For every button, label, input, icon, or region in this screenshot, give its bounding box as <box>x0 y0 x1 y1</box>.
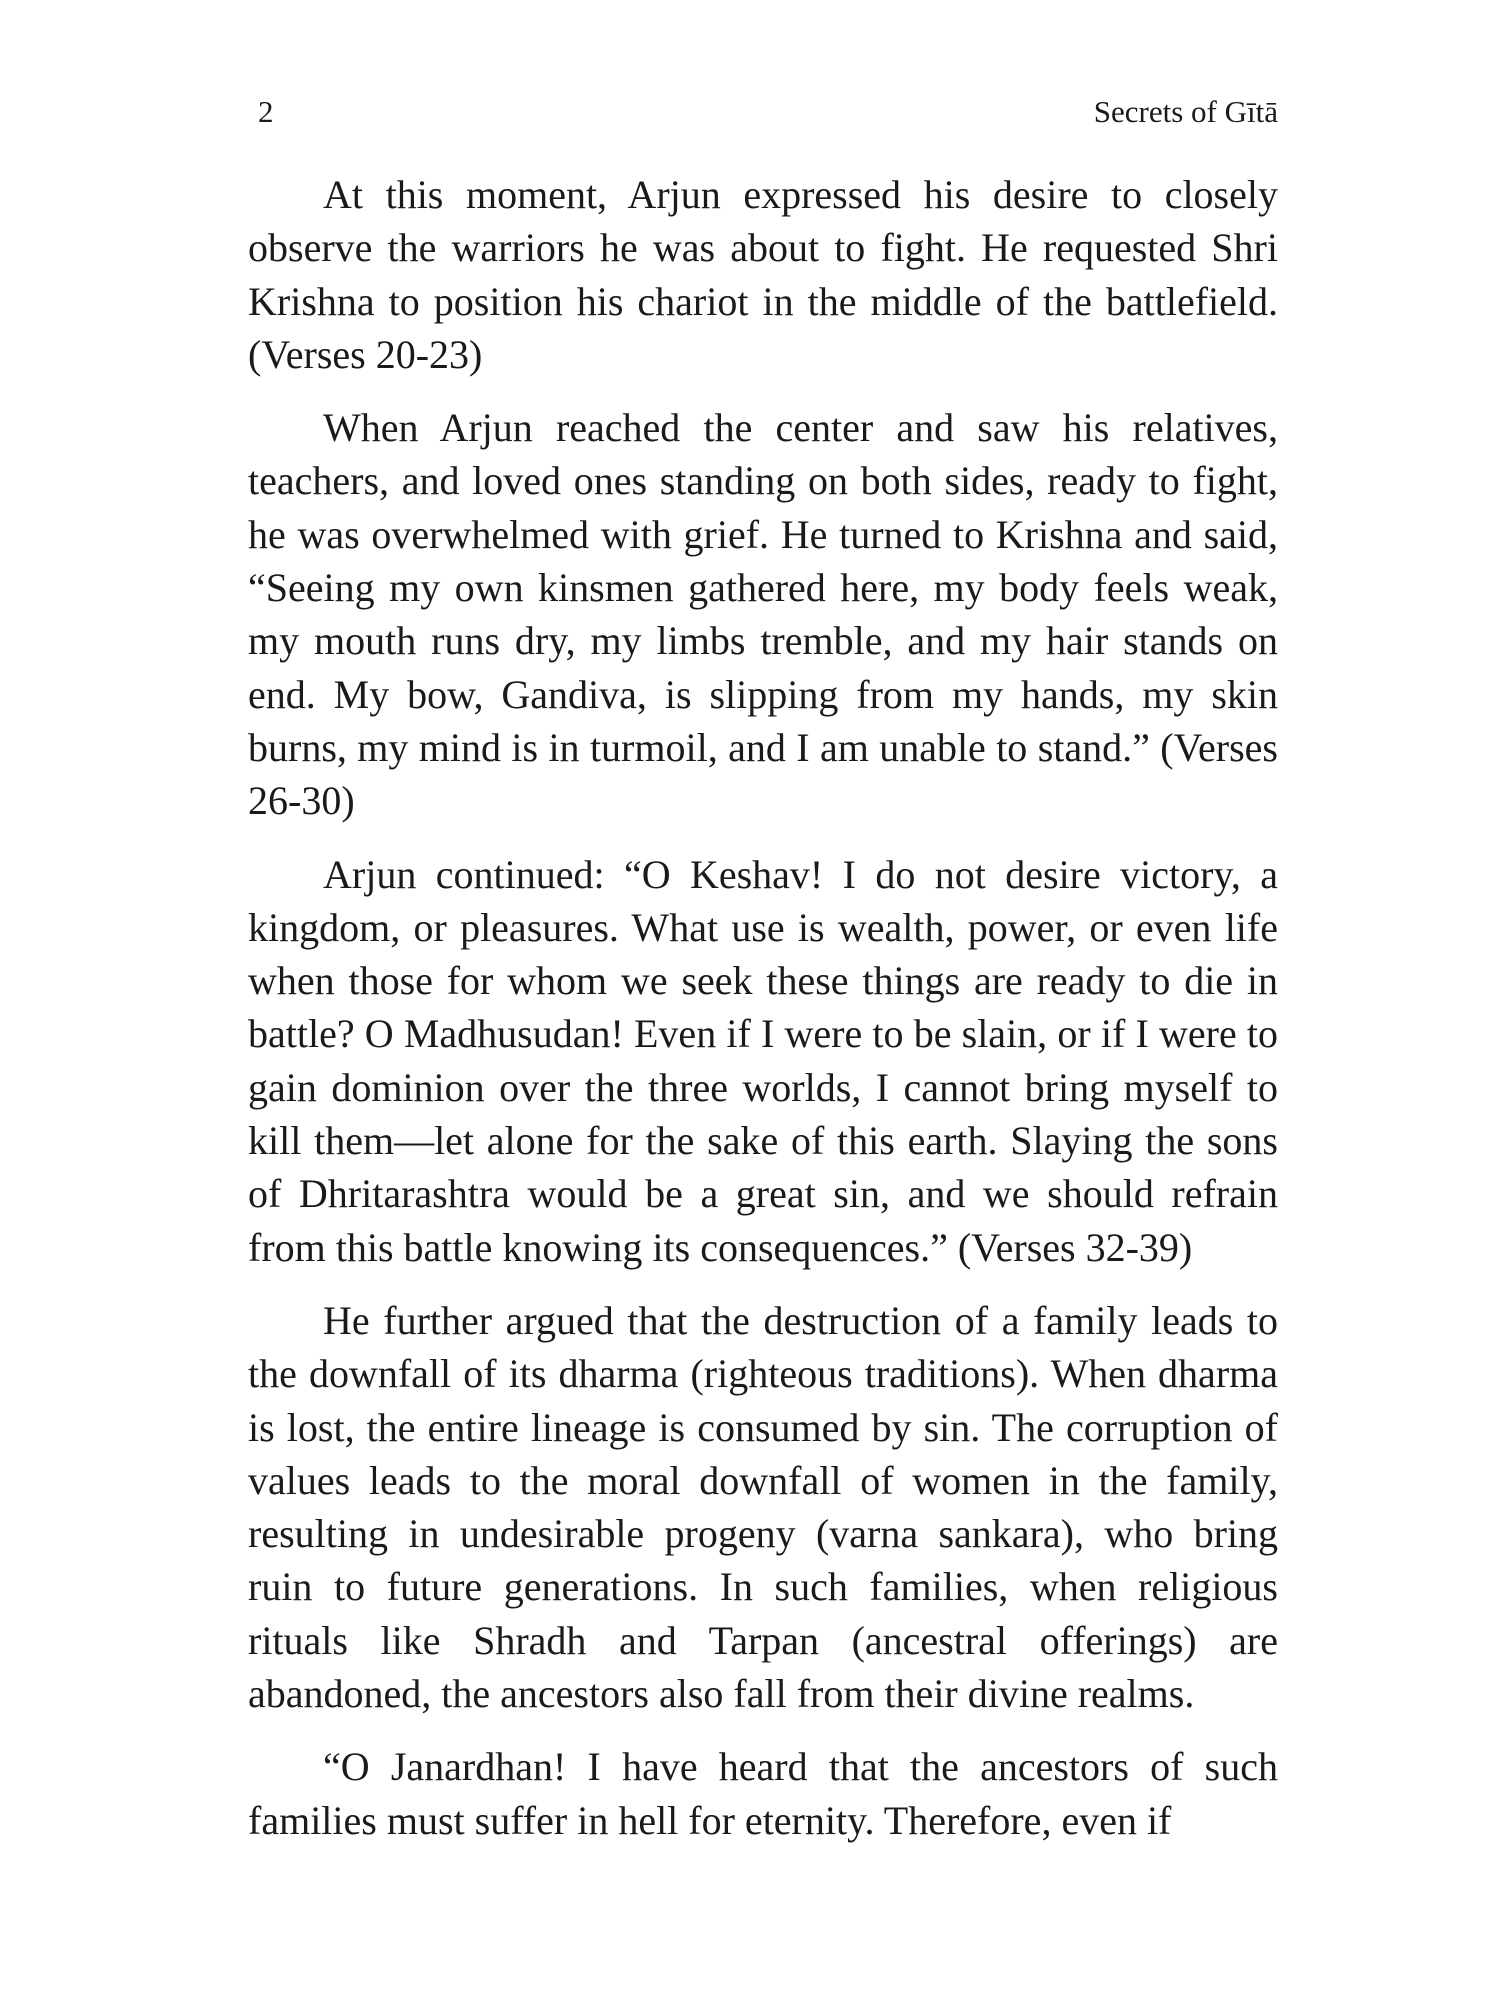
paragraph-3: Arjun continued: “O Keshav! I do not desire victory, a kingdom, or pleasures. What use is wealth, power, or even life when those for whom we seek these things are ready to die in battle? O Madhusudan! Even if I were to be slain, or if I were to gain dominion over the three worlds, I cannot bring myself to kill them—let alone for the sake of this earth. Slaying the sons of Dhritarashtra would be a great sin, and we should refrain from this battle knowing its consequences.” (Verses 32-39) <box>248 851 1278 1270</box>
paragraph-4: He further argued that the destruction of a family leads to the downfall of its dharma (righteous traditions). When dharma is lost, the entire lineage is consumed by sin. The corruption of values leads to the moral downfall of women in the family, resulting in undesirable progeny (varna sankara), who bring ruin to future generations. In such families, when religious rituals like Shradh and Tarpan (ancestral offerings) are abandoned, the ancestors also fall from their divine realms. <box>248 1297 1278 1717</box>
page-number: 2 <box>258 94 274 129</box>
running-head <box>248 88 1278 136</box>
running-title: Secrets of Gītā <box>1093 94 1278 129</box>
paragraph-1: At this moment, Arjun expressed his desire to closely observe the warriors he was about to fight. He requested Shri Krishna to position his chariot in the middle of the battlefield. (Verses 20-23) <box>248 172 1278 377</box>
book-page <box>248 88 1278 1968</box>
paragraph-2: When Arjun reached the center and saw his relatives, teachers, and loved ones standing on both sides, ready to fight, he was overwhelmed with grief. He turned to Krishna and said, “Seeing my own kinsmen gathered here, my body feels weak, my mouth runs dry, my limbs tremble, and my hair stands on end. My bow, Gandiva, is slipping from my hands, my skin burns, my mind is in turmoil, and I am unable to stand.” (Verses 26-30) <box>248 405 1278 824</box>
body-text <box>248 168 1278 1847</box>
paragraph-5: “O Janardhan! I have heard that the ancestors of such families must suffer in hell for eternity. Therefore, even if <box>248 1744 1278 1843</box>
